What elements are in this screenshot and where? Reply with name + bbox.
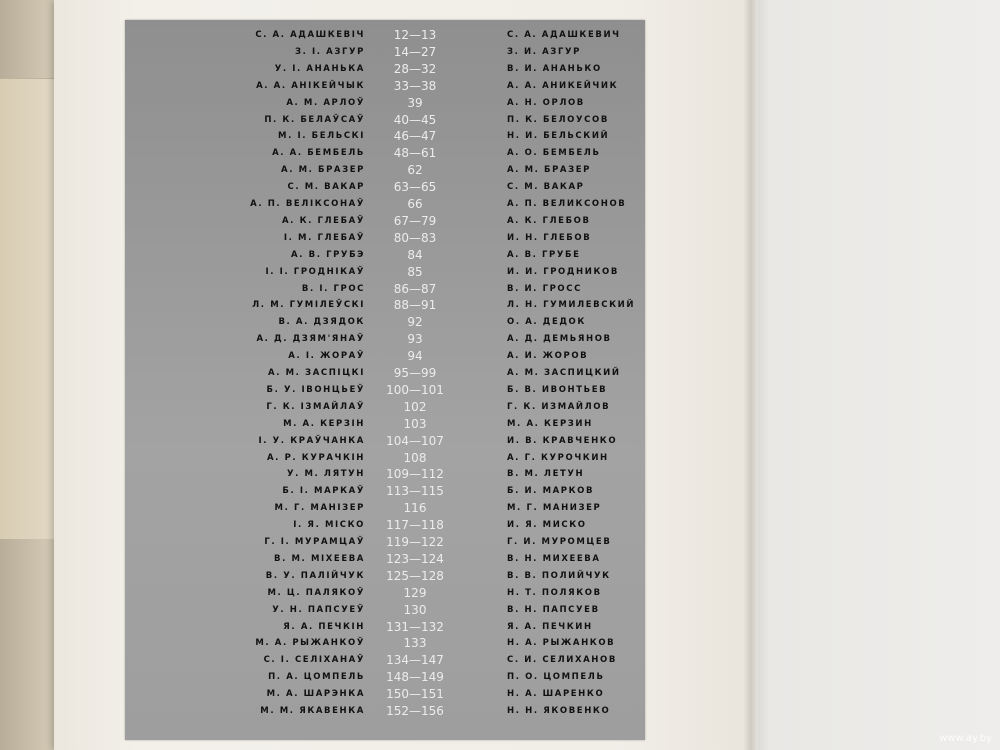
russian-name: И. Н. ГЛЕБОВ: [507, 232, 592, 243]
page-range: 100—101: [386, 382, 444, 397]
belarusian-name: І. У. КРАЎЧАНКА: [258, 435, 365, 446]
index-row: [125, 196, 645, 213]
belarusian-name: А. М. БРАЗЕР: [281, 165, 365, 176]
page-range: 86—87: [393, 281, 437, 296]
belarusian-name: В. У. ПАЛІЙЧУК: [265, 570, 365, 581]
page-range: 93: [407, 332, 423, 347]
index-row: [125, 635, 645, 652]
index-row: [125, 61, 645, 78]
page-range: 130: [403, 602, 427, 617]
russian-name: О. А. ДЕДОК: [507, 317, 586, 328]
belarusian-name: Б. І. МАРКАЎ: [282, 486, 365, 497]
russian-name: Н. А. ШАРЕНКО: [507, 689, 605, 700]
underlying-book-page-edge: [0, 78, 60, 539]
belarusian-name: А. І. ЖОРАЎ: [288, 351, 365, 362]
belarusian-name: А. П. ВЕЛІКСОНАЎ: [250, 199, 365, 209]
index-row: [125, 382, 645, 399]
index-row: [125, 365, 645, 382]
belarusian-name: У. М. ЛЯТУН: [286, 469, 365, 480]
index-row: [125, 500, 645, 517]
russian-name: И. Я. МИСКО: [507, 520, 587, 531]
page-range: 28—32: [393, 61, 437, 76]
russian-name: Л. Н. ГУМИЛЕВСКИЙ: [507, 300, 636, 311]
page-range: 148—149: [386, 670, 444, 685]
russian-name: В. И. АНАНЬКО: [507, 63, 602, 74]
index-row: [125, 517, 645, 534]
page-range: 92: [407, 315, 423, 330]
russian-name: Б. В. ИВОНТЬЕВ: [507, 384, 608, 395]
page-range: 102: [403, 399, 427, 414]
russian-name: И. И. ГРОДНИКОВ: [507, 266, 619, 277]
page-range: 12—13: [393, 28, 437, 42]
right-page: [754, 0, 1000, 750]
index-row: [125, 95, 645, 112]
index-row: [125, 314, 645, 331]
index-row: [125, 348, 645, 365]
page-range: 67—79: [393, 213, 437, 228]
belarusian-name: А. М. АРЛОЎ: [286, 97, 365, 108]
russian-name: А. П. ВЕЛИКСОНОВ: [507, 199, 627, 209]
page-range: 150—151: [386, 687, 444, 702]
book-gutter: [744, 0, 758, 750]
index-row: [125, 652, 645, 669]
page-range: 63—65: [393, 180, 437, 195]
page-range: 109—112: [386, 467, 444, 482]
belarusian-name: І. Я. МІСКО: [293, 520, 365, 531]
watermark: www.ay.by: [939, 733, 992, 744]
russian-name: Н. Н. ЯКОВЕНКО: [507, 706, 611, 716]
index-row: [125, 433, 645, 450]
russian-name: Н. А. РЫЖАНКОВ: [507, 638, 616, 649]
belarusian-name: М. Г. МАНІЗЕР: [274, 503, 365, 514]
index-row: [125, 568, 645, 585]
russian-name: И. В. КРАВЧЕНКО: [507, 435, 618, 446]
index-row: [125, 450, 645, 467]
russian-name: З. И. АЗГУР: [507, 46, 581, 57]
page-range: 108: [403, 450, 427, 465]
russian-name: А. Д. ДЕМЬЯНОВ: [507, 334, 612, 345]
index-row: [125, 585, 645, 602]
belarusian-name: А. А. БЕМБЕЛЬ: [272, 148, 365, 159]
belarusian-name: С. А. АДАШКЕВІЧ: [255, 30, 365, 40]
index-row: [125, 686, 645, 703]
belarusian-name: Г. І. МУРАМЦАЎ: [264, 537, 365, 547]
index-row: [125, 297, 645, 314]
index-row: [125, 264, 645, 281]
page-range: 84: [407, 247, 423, 262]
belarusian-name: М. А. РЫЖАНКОЎ: [255, 638, 365, 649]
russian-name: А. Г. КУРОЧКИН: [507, 452, 609, 463]
page-range: 14—27: [393, 44, 437, 59]
index-row: [125, 483, 645, 500]
russian-name: А. В. ГРУБЕ: [507, 249, 581, 260]
belarusian-name: В. І. ГРОС: [301, 283, 365, 294]
russian-name: В. М. ЛЕТУН: [507, 469, 585, 480]
russian-name: В. И. ГРОСС: [507, 283, 582, 294]
belarusian-name: В. М. МІХЕЕВА: [274, 553, 365, 564]
belarusian-name: П. К. БЕЛАЎСАЎ: [264, 114, 365, 125]
russian-name: Я. А. ПЕЧКИН: [507, 621, 593, 632]
page-range: 134—147: [386, 653, 444, 668]
page-range: 125—128: [386, 568, 444, 583]
russian-name: В. Н. ПАПСУЕВ: [507, 604, 600, 615]
russian-name: С. И. СЕЛИХАНОВ: [507, 655, 617, 666]
index-row: [125, 331, 645, 348]
belarusian-name: А. Р. КУРАЧКІН: [267, 452, 365, 463]
index-row: [125, 534, 645, 551]
belarusian-name: У. І. АНАНЬКА: [274, 63, 365, 74]
index-row: [125, 78, 645, 95]
page-range: 103: [403, 416, 427, 431]
belarusian-name: А. М. ЗАСПІЦКІ: [268, 368, 365, 378]
belarusian-name: А. К. ГЛЕБАЎ: [282, 215, 365, 226]
index-row: [125, 466, 645, 483]
page-range: 104—107: [386, 433, 444, 448]
belarusian-name: А. В. ГРУБЭ: [291, 249, 365, 260]
russian-name: Г. К. ИЗМАЙЛОВ: [507, 401, 611, 412]
russian-name: А. О. БЕМБЕЛЬ: [507, 148, 601, 159]
page-range: 123—124: [386, 551, 444, 566]
belarusian-name: Л. М. ГУМІЛЕЎСКІ: [252, 300, 365, 311]
page-range: 33—38: [393, 78, 437, 93]
russian-name: А. М. БРАЗЕР: [507, 165, 591, 176]
russian-name: В. В. ПОЛИЙЧУК: [507, 570, 611, 581]
belarusian-name: С. І. СЕЛІХАНАЎ: [263, 655, 365, 666]
belarusian-name: М. Ц. ПАЛЯКОЎ: [267, 587, 365, 598]
russian-name: А. Н. ОРЛОВ: [507, 97, 585, 108]
page-range: 116: [403, 501, 427, 516]
page-range: 131—132: [386, 619, 444, 634]
belarusian-name: М. А. КЕРЗІН: [283, 418, 365, 429]
index-row: [125, 145, 645, 162]
index-row: [125, 179, 645, 196]
index-row: [125, 416, 645, 433]
russian-name: С. М. ВАКАР: [507, 182, 585, 193]
russian-name: В. Н. МИХЕЕВА: [507, 553, 601, 564]
russian-name: Н. Т. ПОЛЯКОВ: [507, 587, 602, 598]
index-row: [125, 162, 645, 179]
page-range: 117—118: [386, 518, 444, 533]
index-row: [125, 213, 645, 230]
russian-name: С. А. АДАШКЕВИЧ: [507, 30, 621, 40]
page-range: 152—156: [386, 704, 444, 718]
index-row: [125, 669, 645, 686]
russian-name: А. А. АНИКЕЙЧИК: [507, 80, 619, 91]
page-range: 48—61: [393, 146, 437, 161]
belarusian-name: З. І. АЗГУР: [295, 46, 365, 57]
page-range: 39: [407, 95, 423, 110]
belarusian-name: І. І. ГРОДНІКАЎ: [265, 266, 365, 277]
page-range: 113—115: [386, 484, 444, 499]
index-row: [125, 619, 645, 636]
page-range: 66: [407, 197, 423, 211]
index-row: [125, 281, 645, 298]
page-range: 119—122: [386, 535, 444, 549]
belarusian-name: У. Н. ПАПСУЕЎ: [272, 604, 365, 615]
russian-name: П. К. БЕЛОУСОВ: [507, 114, 609, 125]
index-row: [125, 128, 645, 145]
belarusian-name: І. М. ГЛЕБАЎ: [283, 232, 365, 243]
index-row: [125, 551, 645, 568]
index-row: [125, 44, 645, 61]
belarusian-name: В. А. ДЗЯДОК: [278, 317, 365, 328]
belarusian-name: М. М. ЯКАВЕНКА: [260, 706, 365, 716]
russian-name: М. А. КЕРЗИН: [507, 418, 593, 429]
page-range: 88—91: [393, 298, 437, 313]
belarusian-name: Г. К. ІЗМАЙЛАЎ: [266, 401, 365, 412]
belarusian-name: А. Д. ДЗЯМ'ЯНАЎ: [256, 334, 365, 345]
page-range: 133: [403, 636, 427, 651]
index-row: [125, 602, 645, 619]
russian-name: Н. И. БЕЛЬСКИЙ: [507, 131, 610, 142]
index-row: [125, 247, 645, 264]
russian-name: Г. И. МУРОМЦЕВ: [507, 537, 612, 547]
russian-name: А. И. ЖОРОВ: [507, 351, 589, 362]
belarusian-name: П. А. ЦОМПЕЛЬ: [268, 672, 365, 683]
russian-name: А. К. ГЛЕБОВ: [507, 215, 591, 226]
index-row: [125, 112, 645, 129]
russian-name: П. О. ЦОМПЕЛЬ: [507, 672, 605, 683]
index-row: [125, 703, 645, 720]
page-range: 85: [407, 264, 423, 279]
index-row: [125, 399, 645, 416]
page-range: 62: [407, 163, 423, 178]
belarusian-name: М. А. ШАРЭНКА: [266, 689, 365, 700]
index-row: [125, 230, 645, 247]
belarusian-name: Я. А. ПЕЧКІН: [283, 621, 365, 632]
page-range: 95—99: [393, 366, 437, 380]
page-range: 94: [407, 349, 423, 364]
belarusian-name: А. А. АНІКЕЙЧЫК: [256, 80, 365, 91]
index-row: [125, 27, 645, 44]
page-range: 129: [403, 585, 427, 600]
page-range: 80—83: [393, 230, 437, 245]
belarusian-name: С. М. ВАКАР: [287, 182, 365, 193]
page-range: 46—47: [393, 129, 437, 144]
russian-name: Б. И. МАРКОВ: [507, 486, 595, 497]
belarusian-name: М. І. БЕЛЬСКІ: [278, 131, 365, 142]
index-plate: [125, 20, 645, 740]
belarusian-name: Б. У. ІВОНЦЬЕЎ: [266, 384, 365, 395]
author-index-list: [125, 20, 645, 740]
russian-name: А. М. ЗАСПИЦКИЙ: [507, 368, 621, 378]
page-range: 40—45: [393, 112, 437, 127]
russian-name: М. Г. МАНИЗЕР: [507, 503, 602, 514]
